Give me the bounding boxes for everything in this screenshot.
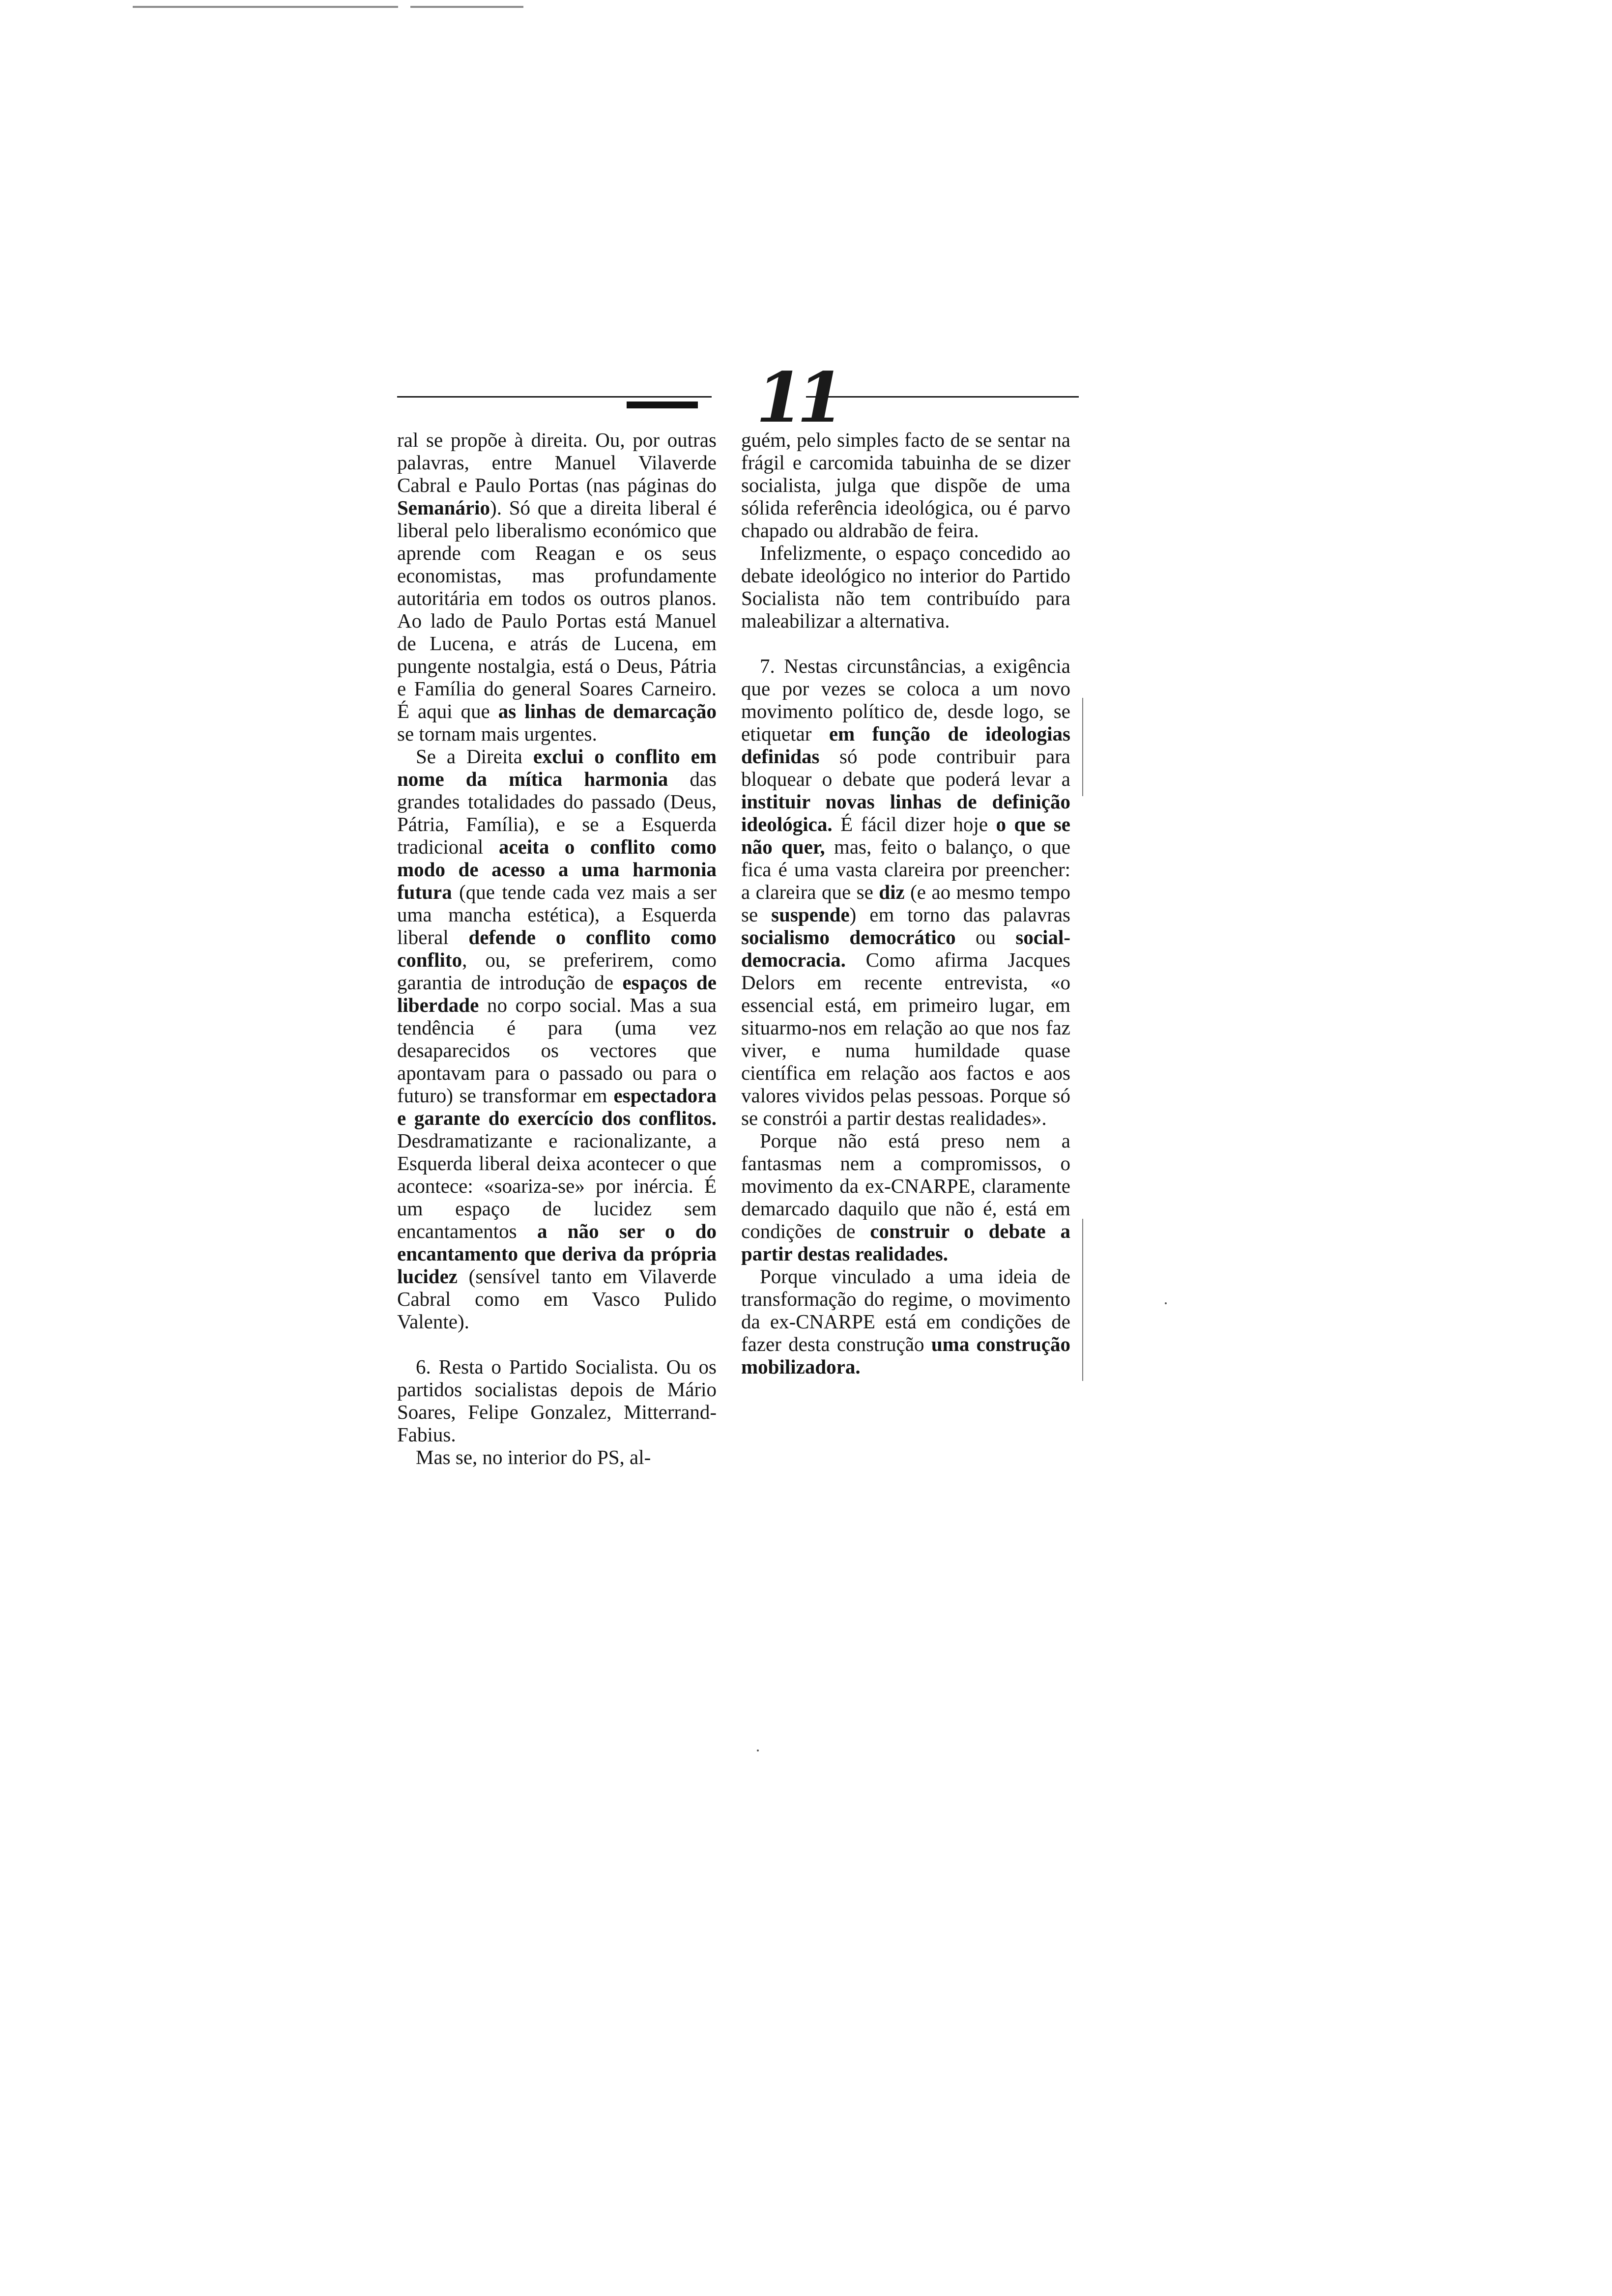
bold-text-run: defende o conflito como conflito	[397, 926, 717, 971]
text-run: das grandes totalidades do passado (Deus, Pátria, Família), e se a Esquerda tradicional	[397, 768, 717, 858]
text-run: (e ao mesmo tempo se	[741, 881, 1070, 926]
text-run: (que tende cada vez mais a ser uma mancha estética), a Esquerda liberal	[397, 881, 717, 948]
bold-text-run: uma construção mobilizadora.	[741, 1333, 1070, 1378]
bold-text-run: instituir novas linhas de definição ideológica.	[741, 790, 1070, 835]
text-run: Infelizmente, o espaço concedido ao debate ideológico no interior do Partido Socialista não tem contribuído para maleabilizar a alternativa.	[741, 542, 1070, 632]
text-run: Como afirma Jacques Delors em recente entrevista, «o essencial está, em primeiro lugar, em situarmo-nos em relação ao que nos faz viver, e numa humildade quase científica em relação aos factos e aos valores vividos pelas pessoas. Porque só se constrói a partir destas realidades».	[741, 948, 1070, 1129]
paragraph	[397, 745, 717, 1333]
text-run: Desdramatizante e racionalizante, a Esquerda liberal deixa acontecer o que acontece: «soariza-se» por inércia. É um espaço de lucidez sem encantamentos	[397, 1129, 717, 1242]
text-run: É fácil dizer hoje	[832, 813, 996, 835]
text-run: mas, feito o balanço, o que fica é uma vasta clareira por preencher: a clareira que se	[741, 835, 1070, 903]
paragraph	[741, 1265, 1070, 1378]
bold-text-run: social-democracia.	[741, 926, 1070, 971]
text-run: Se a Direita	[416, 745, 533, 768]
article-column-right	[741, 429, 1070, 1378]
bold-text-run: exclui o conflito em nome da mítica harmonia	[397, 745, 717, 790]
scan-edge-line	[410, 6, 523, 8]
margin-mark	[1082, 1219, 1083, 1381]
scan-speck	[757, 1750, 759, 1751]
bold-text-run: em função de ideologias definidas	[741, 722, 1071, 768]
text-run: Mas se, no interior do PS, al-	[416, 1446, 651, 1468]
bold-text-run: a não ser o do encantamento que deriva da própria lucidez	[397, 1220, 717, 1288]
scan-edge-line	[133, 6, 398, 8]
paragraph	[741, 1129, 1070, 1265]
text-run: ral se propõe à direita. Ou, por outras palavras, entre Manuel Vilaverde Cabral e Paulo Portas (nas páginas do	[397, 429, 717, 496]
bold-text-run: espaços de liberdade	[397, 971, 717, 1016]
bold-text-run: construir o debate a partir destas realidades.	[741, 1220, 1070, 1265]
header-rule-right	[806, 396, 1079, 398]
text-run: se tornam mais urgentes.	[397, 722, 597, 745]
text-run: Porque vinculado a uma ideia de transformação do regime, o movimento da ex-CNARPE está em condições de fazer desta construção	[741, 1265, 1070, 1355]
text-run: 7. Nestas circunstâncias, a exigência que por vezes se coloca a um novo movimento político de, desde logo, se etiquetar	[741, 655, 1070, 745]
bold-text-run: as linhas de demarcação	[498, 700, 717, 722]
bold-text-run: aceita o conflito como modo de acesso a uma harmonia futura	[397, 835, 717, 903]
paragraph	[741, 542, 1070, 632]
bold-text-run: o que se não quer,	[741, 813, 1070, 858]
text-run: ) em torno das palavras	[849, 903, 1070, 926]
scan-speck	[1165, 1302, 1167, 1304]
article-column-left	[397, 429, 717, 1468]
text-run: , ou, se preferirem, como garantia de introdução de	[397, 948, 717, 994]
header-bar	[627, 402, 698, 408]
text-run: no corpo social. Mas a sua tendência é para (uma vez desaparecidos os vectores que apontavam para o passado ou para o futuro) se transformar em	[397, 994, 717, 1107]
text-run: (sensível tanto em Vilaverde Cabral como em Vasco Pulido Valente).	[397, 1265, 717, 1333]
margin-mark	[1082, 698, 1083, 796]
paragraph	[397, 1355, 717, 1446]
text-run: 6. Resta o Partido Socialista. Ou os partidos socialistas depois de Mário Soares, Felipe Gonzalez, Mitterrand-Fabius.	[397, 1355, 717, 1446]
paragraph	[397, 429, 717, 745]
text-run: ). Só que a direita liberal é liberal pelo liberalismo económico que aprende com Reagan e os seus economistas, mas profundamente autoritária em todos os outros planos. Ao lado de Paulo Portas está Manuel de Lucena, e atrás de Lucena, em pungente nostalgia, está o Deus, Pátria e Família do general Soares Carneiro. É aqui que	[397, 496, 717, 722]
bold-text-run: espectadora e garante do exercício dos conflitos.	[397, 1084, 717, 1129]
header-rule-left	[397, 396, 712, 398]
text-run: Porque não está preso nem a fantasmas nem a compromissos, o movimento da ex-CNARPE, claramente demarcado daquilo que não é, está em condições de	[741, 1129, 1070, 1242]
text-run: guém, pelo simples facto de se sentar na frágil e carcomida tabuinha de se dizer socialista, julga que dispõe de uma sólida referência ideológica, ou é parvo chapado ou aldrabão de feira.	[741, 429, 1070, 542]
bold-text-run: socialismo democrático	[741, 926, 956, 948]
bold-text-run: Semanário	[397, 496, 490, 519]
bold-text-run: suspende	[771, 903, 850, 926]
page-number-mark: 11	[756, 358, 838, 438]
bold-text-run: diz	[879, 881, 905, 903]
paragraph	[741, 429, 1070, 542]
text-run: ou	[955, 926, 1016, 948]
paragraph	[741, 655, 1070, 1129]
text-run: só pode contribuir para bloquear o debate que poderá levar a	[741, 745, 1070, 790]
paragraph	[397, 1446, 717, 1468]
